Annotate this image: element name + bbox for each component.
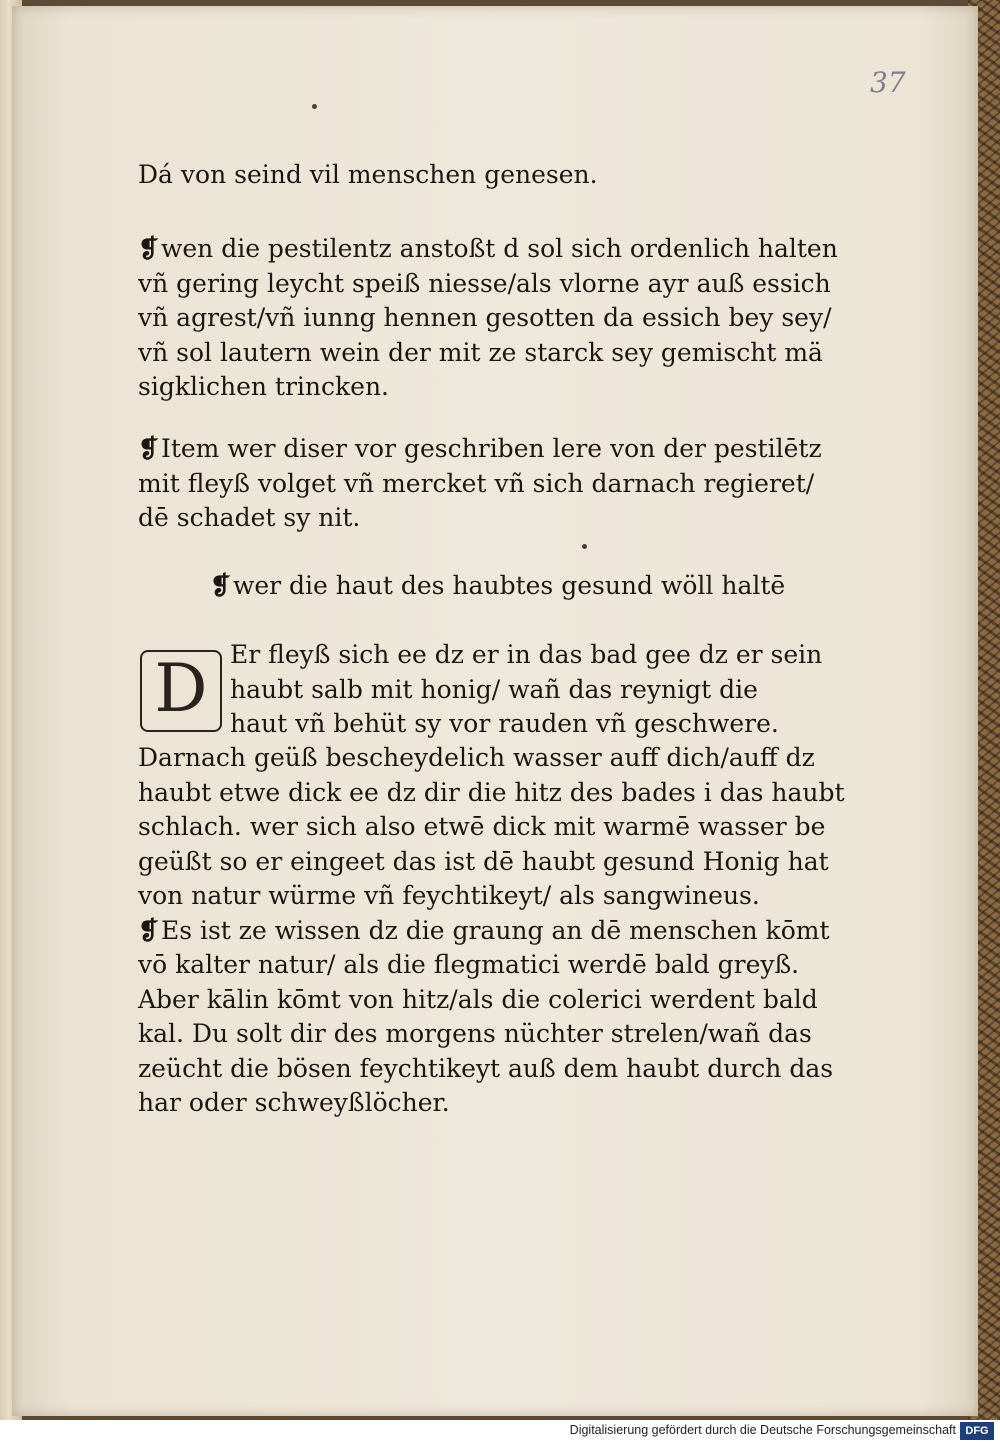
manuscript-page (12, 6, 978, 1416)
pilcrow-mark: ❡ (138, 234, 159, 263)
decorated-initial: D (140, 650, 222, 732)
body-text-indented (230, 638, 823, 742)
body-text (138, 741, 845, 1121)
pilcrow-mark: ❡ (138, 434, 159, 463)
text-line: Aber kālin kōmt von hitz/als die colerici werdent bald (138, 984, 818, 1014)
text-line: sigklichen trincken. (138, 372, 390, 401)
text-line: ❡Es ist ze wissen dz die graung an dē menschen kōmt (138, 915, 830, 945)
paragraph-3 (138, 432, 822, 536)
pilcrow-mark: ❡ (138, 915, 159, 945)
paragraph-2 (138, 232, 838, 405)
paragraph-1 (138, 158, 718, 193)
text-line: zeücht die bösen feychtikeyt auß dem haubt durch das (138, 1053, 834, 1083)
section-heading: ❡wer die haut des haubtes gesund wöll haltē (210, 571, 786, 600)
folio-number: 37 (870, 66, 906, 99)
text-line: vñ sol lautern wein der mit ze starck sey gemischt mä (138, 337, 823, 367)
text-line: geüßt so er eingeet das ist dē haubt gesund Honig hat (138, 846, 829, 876)
ink-dot (312, 104, 317, 109)
text-line: haubt salb mit honig/ wañ das reynigt die (230, 674, 758, 704)
text-line: har oder schweyßlöcher. (138, 1088, 450, 1117)
text-line: vō kalter natur/ als die flegmatici werdē bald greyß. (138, 950, 800, 979)
text-line: vñ gering leycht speiß niesse/als vlorne ayr auß essich (138, 268, 831, 298)
footer-credit: Digitalisierung gefördert durch die Deutsche Forschungsgemeinschaft (569, 1423, 956, 1437)
text-line: kal. Du solt dir des morgens nüchter strelen/wañ das (138, 1019, 812, 1048)
text-line: schlach. wer sich also etwē dick mit warmē wasser be (138, 812, 826, 841)
text-line: haut vñ behüt sy vor rauden vñ geschwere. (230, 709, 779, 738)
ink-dot (582, 544, 587, 549)
text-line: mit fleyß volget vñ mercket vñ sich darnach regieret/ (138, 468, 815, 498)
text-line: dē schadet sy nit. (138, 503, 361, 532)
text-line: von natur würme vñ feychtikeyt/ als sangwineus. (138, 881, 760, 910)
text-line: Darnach geüß bescheydelich wasser auff dich/auff dz (138, 743, 815, 772)
text-line: ❡wen die pestilentz anstoßt d sol sich ordenlich halten (138, 234, 838, 263)
footer-bar (0, 1420, 1000, 1444)
text-line: vñ agrest/vñ iunng hennen gesotten da essich bey sey/ (138, 303, 832, 332)
text-line: ❡Item wer diser vor geschriben lere von der pestilētz (138, 434, 822, 463)
text-line: Dá von seind vil menschen genesen. (138, 160, 598, 189)
text-line: haubt etwe dick ee dz dir die hitz des bades i das haubt (138, 777, 845, 807)
dfg-logo: DFG (960, 1422, 994, 1440)
pilcrow-mark: ❡ (210, 571, 231, 600)
text-line: Er fleyß sich ee dz er in das bad gee dz er sein (230, 640, 823, 669)
